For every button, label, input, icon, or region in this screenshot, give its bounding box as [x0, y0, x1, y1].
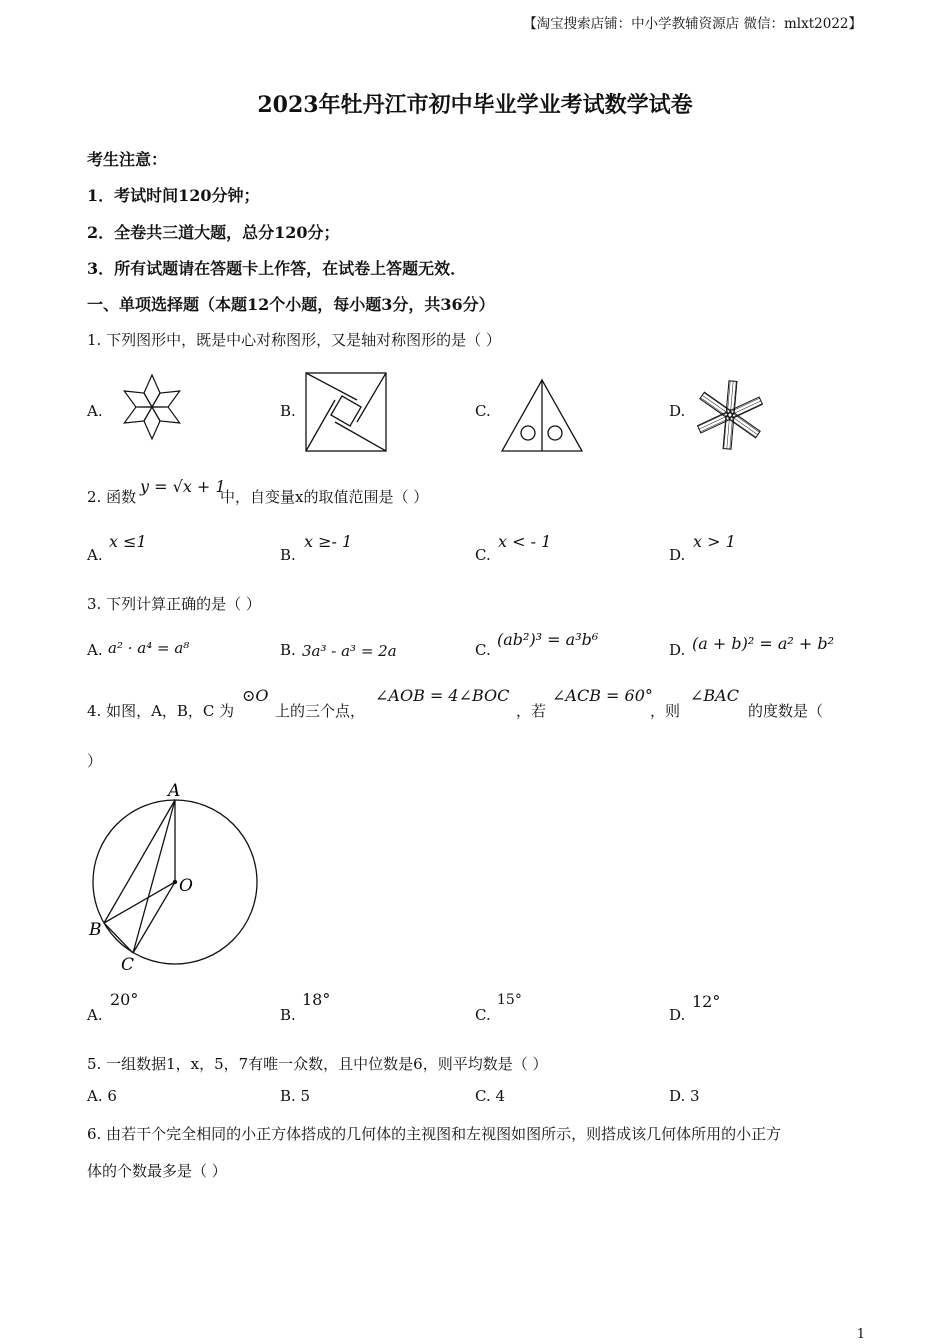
q3-option-d-label: D. — [669, 641, 686, 659]
q5-option-c: C. 4 — [475, 1087, 506, 1105]
q1-figure-b — [305, 372, 387, 452]
question-4-stem-end: ） — [87, 752, 103, 770]
q3-option-b: 3a³ - a³ = 2a — [302, 642, 397, 660]
q3-option-a-label: A. — [87, 641, 103, 659]
question-4-angle-bac: ∠BAC — [690, 686, 739, 705]
notice-item: 3．所有试题请在答题卡上作答，在试卷上答题无效． — [87, 259, 467, 278]
q5-option-a: A. 6 — [87, 1087, 117, 1105]
figure-label-o: O — [179, 876, 193, 896]
notice-heading: 考生注意： — [87, 150, 168, 169]
question-4-angle-relation: ∠AOB = 4∠BOC — [375, 686, 510, 705]
question-2-stem-suffix: 中，自变量x的取值范围是（ ） — [220, 488, 429, 506]
q3-option-b-label: B. — [280, 641, 296, 659]
q4-option-d-label: D. — [669, 1006, 686, 1024]
q4-circle-figure — [85, 778, 265, 978]
q1-option-a-label: A. — [87, 402, 103, 420]
question-4-stem-part: ，若 — [516, 702, 547, 720]
q4-option-c: 15° — [497, 992, 522, 1008]
q5-option-d: D. 3 — [669, 1087, 700, 1105]
figure-label-a: A — [168, 781, 181, 801]
q3-option-a: a² · a⁴ = a⁸ — [108, 639, 190, 657]
page-title: 2023年牡丹江市初中毕业学业考试数学试卷 — [257, 92, 693, 118]
q4-option-a-label: A. — [87, 1006, 103, 1024]
question-5-stem: 5. 一组数据1，x，5，7有唯一众数，且中位数是6，则平均数是（ ） — [87, 1055, 548, 1073]
q1-figure-c — [500, 378, 584, 454]
q3-option-d: (a + b)² = a² + b² — [692, 634, 835, 653]
question-4-stem-part: 4. 如图，A，B，C 为 — [87, 702, 235, 720]
q4-option-b-label: B. — [280, 1006, 296, 1024]
q2-option-c-label: C. — [475, 546, 491, 564]
notice-item: 1．考试时间120分钟； — [87, 186, 260, 205]
figure-label-b: B — [89, 920, 102, 940]
q1-option-b-label: B. — [280, 402, 296, 420]
question-6-line-1: 6. 由若干个完全相同的小正方体搭成的几何体的主视图和左视图如图所示，则搭成该几何体所用的小正方 — [87, 1125, 782, 1143]
q2-option-d: x > 1 — [693, 532, 736, 551]
q2-option-d-label: D. — [669, 546, 686, 564]
q1-figure-a — [112, 362, 192, 452]
section-heading: 一、单项选择题（本题12个小题，每小题3分，共36分） — [87, 295, 495, 314]
question-4-angle-acb: ∠ACB = 60° — [552, 686, 653, 705]
question-1-stem: 1. 下列图形中，既是中心对称图形，又是轴对称图形的是（ ） — [87, 331, 501, 349]
figure-label-c: C — [121, 955, 135, 975]
notice-item: 2．全卷共三道大题，总分120分； — [87, 223, 340, 242]
q4-option-d: 12° — [692, 992, 721, 1011]
q2-option-a: x ≤1 — [109, 532, 147, 551]
question-4-stem-part: 上的三个点， — [275, 702, 366, 720]
q1-figure-d — [693, 378, 767, 452]
question-3-stem: 3. 下列计算正确的是（ ） — [87, 595, 261, 613]
q1-option-c-label: C. — [475, 402, 491, 420]
header-note: 【淘宝搜索店铺：中小学教辅资源店 微信：mlxt2022】 — [523, 16, 862, 32]
q3-option-c: (ab²)³ = a³b⁶ — [497, 630, 599, 649]
question-6-line-2: 体的个数最多是（ ） — [87, 1162, 227, 1180]
q2-option-b-label: B. — [280, 546, 296, 564]
q2-option-a-label: A. — [87, 546, 103, 564]
q4-option-a: 20° — [110, 990, 139, 1009]
question-2-formula: y = √x + 1 — [140, 477, 226, 496]
question-4-circle-o: ⊙O — [242, 686, 269, 705]
question-2-stem-prefix: 2. 函数 — [87, 488, 137, 506]
page-number: 1 — [856, 1327, 865, 1342]
q4-option-c-label: C. — [475, 1006, 491, 1024]
question-4-stem-part: 的度数是（ — [748, 702, 824, 720]
q2-option-b: x ≥- 1 — [304, 532, 353, 551]
q3-option-c-label: C. — [475, 641, 491, 659]
q2-option-c: x < - 1 — [498, 532, 552, 551]
q5-option-b: B. 5 — [280, 1087, 311, 1105]
q1-option-d-label: D. — [669, 402, 686, 420]
q4-option-b: 18° — [302, 990, 331, 1009]
question-4-stem-part: ，则 — [650, 702, 681, 720]
